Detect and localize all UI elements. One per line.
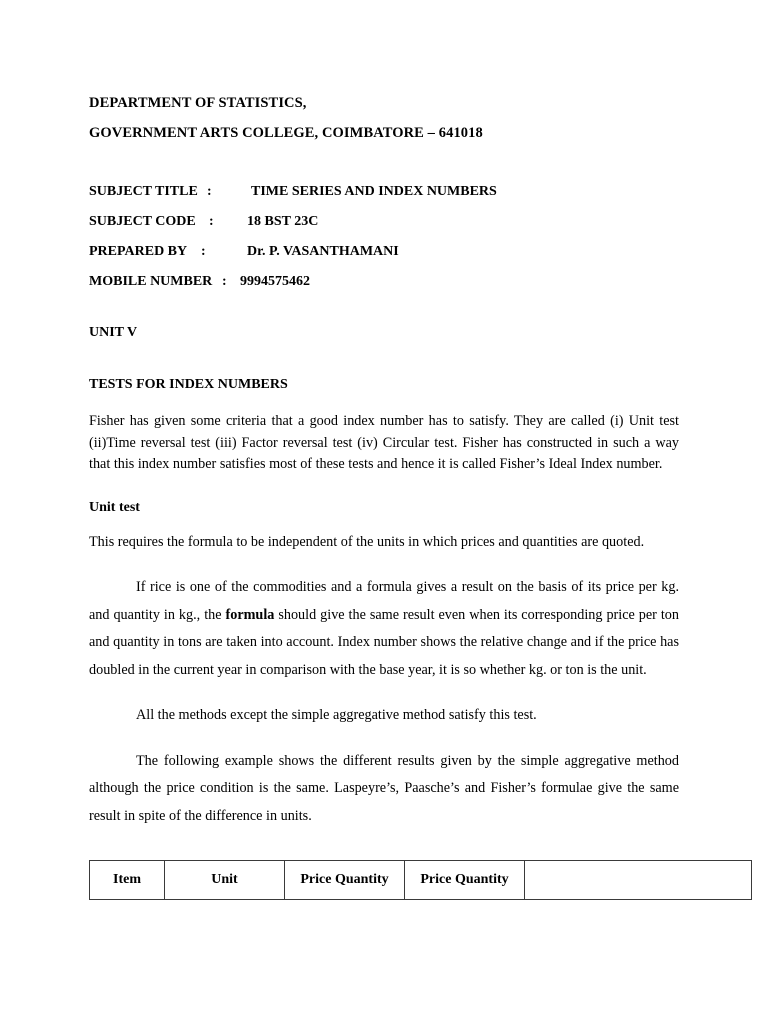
example-table <box>89 860 752 900</box>
subject-meta-block <box>89 177 679 297</box>
prepared-by-value: Dr. P. VASANTHAMANI <box>247 244 399 259</box>
rice-paragraph-part-1: If rice is one of the commodities and a formula gives a result on the basis of its price per kg. and quantity in kg., the <box>89 579 679 623</box>
intro-paragraph: Fisher has given some criteria that a good index number has to satisfy. They are called (i) Unit test (ii)Time reversal test (iii) Factor reversal test (iv) Circular test. Fisher has constructed in such a way that this index number satisfies most of these tests and hence it is called Fisher’s Ideal Index number. <box>89 413 679 472</box>
prepared-by-label: PREPARED BY <box>89 244 188 259</box>
document-content <box>89 88 679 900</box>
mobile-number-value: 9994575462 <box>240 274 310 289</box>
meta-row-prepared-by <box>89 237 679 267</box>
unit-test-paragraph: This requires the formula to be independent of the units in which prices and quantities are quoted. <box>89 533 645 550</box>
unit-heading: UNIT V <box>89 325 138 340</box>
institution-line-1: DEPARTMENT OF STATISTICS, <box>89 95 307 111</box>
subject-code-label: SUBJECT CODE <box>89 214 196 229</box>
mobile-number-label: MOBILE NUMBER <box>89 274 213 289</box>
table-header-unit: Unit <box>165 861 285 900</box>
subject-code-value: 18 BST 23C <box>247 214 319 229</box>
rice-paragraph-bold-term: formula <box>225 606 275 623</box>
table-header-item: Item <box>90 861 165 900</box>
table-header-blank <box>525 861 752 900</box>
example-paragraph: The following example shows the different results given by the simple aggregative method although the price condition is the same. Laspeyre’s, Paasche’s and Fisher’s formulae give the same result in spite of the difference in units. <box>89 752 679 824</box>
subject-code-separator: : <box>209 214 214 229</box>
table-header-price-quantity-2: Price Quantity <box>405 861 525 900</box>
meta-row-subject-title <box>89 177 679 207</box>
unit-test-heading: Unit test <box>89 499 140 515</box>
table-header-row <box>90 861 752 900</box>
mobile-number-separator: : <box>222 274 227 289</box>
example-table-wrapper <box>89 860 679 900</box>
institution-line-2: GOVERNMENT ARTS COLLEGE, COIMBATORE – 641018 <box>89 125 483 141</box>
section-heading: TESTS FOR INDEX NUMBERS <box>89 377 288 392</box>
methods-paragraph: All the methods except the simple aggregative method satisfy this test. <box>136 707 537 723</box>
meta-row-subject-code <box>89 207 679 237</box>
meta-row-mobile-number <box>89 267 679 297</box>
rice-paragraph-part-2: should give the same result even when its corresponding price per ton and quantity in tons are taken into account. Index number shows the relative change and if the price has doubled in the current year in comparison with the base year, it is so whether kg. or ton is the unit. <box>89 606 679 678</box>
subject-title-separator: : <box>207 184 212 199</box>
subject-title-label: SUBJECT TITLE <box>89 184 198 199</box>
subject-title-value: TIME SERIES AND INDEX NUMBERS <box>251 184 497 199</box>
table-header-price-quantity-1: Price Quantity <box>285 861 405 900</box>
prepared-by-separator: : <box>201 244 206 259</box>
rice-example-paragraph <box>89 574 679 684</box>
